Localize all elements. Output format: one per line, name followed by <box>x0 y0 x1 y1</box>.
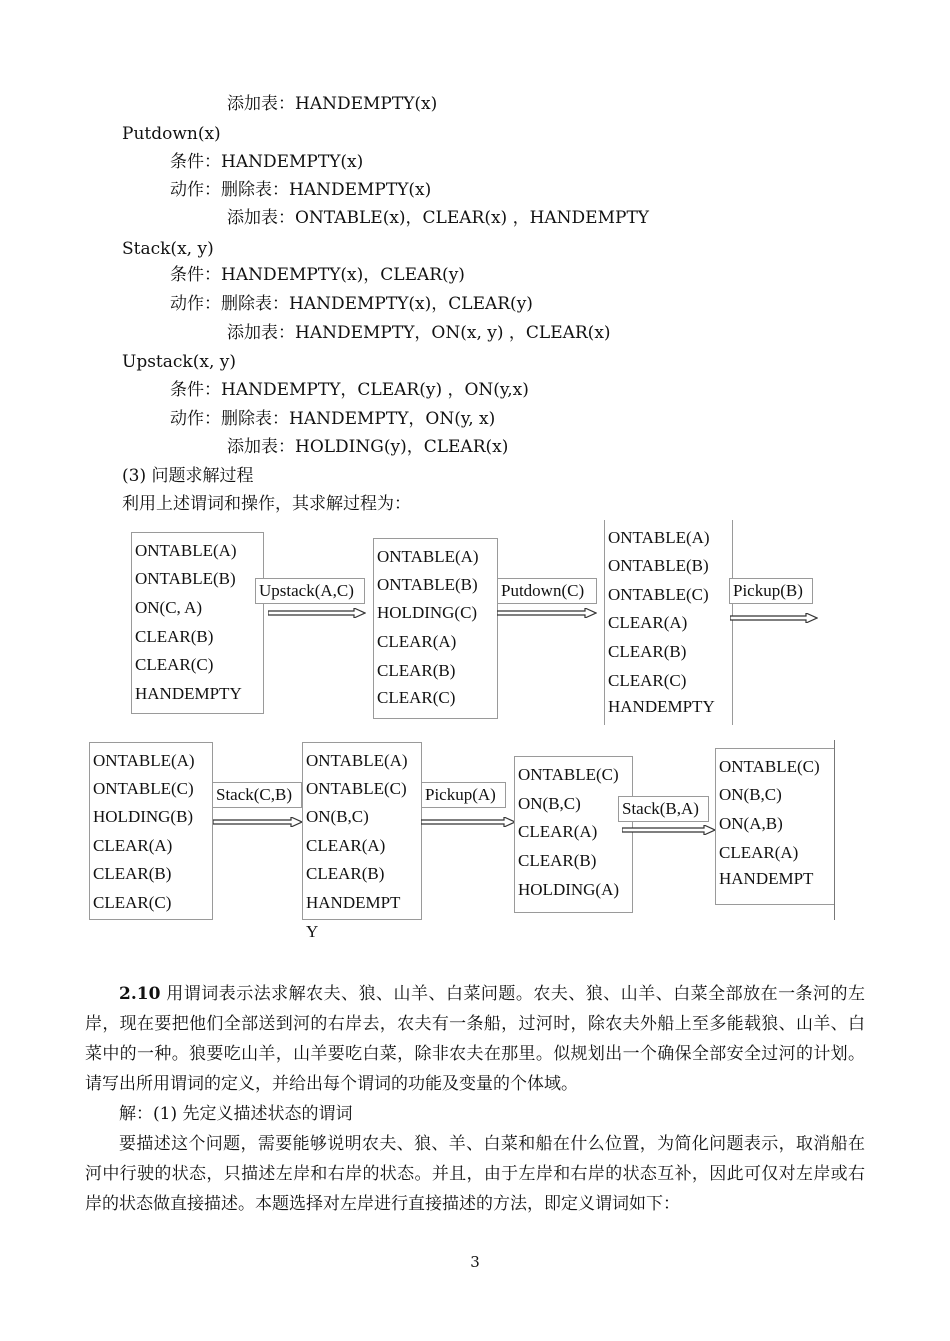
add-list-line: 添加表：HANDEMPTY，ON(x, y) ，CLEAR(x) <box>227 323 611 343</box>
action-delete-line: 动作：删除表：HANDEMPTY，ON(y, x) <box>170 409 496 429</box>
state-box-7 <box>715 748 835 905</box>
intro-line: 利用上述谓词和操作，其求解过程为： <box>122 494 411 514</box>
predicate: CLEAR(B) <box>608 642 687 661</box>
predicate: ONTABLE(A) <box>93 751 195 770</box>
state-box-5 <box>302 742 422 920</box>
action-label-stack: Stack(B,A) <box>618 796 709 822</box>
problem-number: 2.10 <box>119 984 161 1004</box>
predicate: ONTABLE(C) <box>719 757 820 776</box>
transition-arrow <box>213 817 303 827</box>
action-delete-line: 动作：删除表：HANDEMPTY(x) <box>170 180 432 200</box>
predicate: CLEAR(B) <box>135 627 214 646</box>
predicate: ONTABLE(B) <box>377 575 478 594</box>
predicate: HANDEMPTY <box>608 697 715 716</box>
predicate: ONTABLE(A) <box>306 751 408 770</box>
predicate: ON(B,C) <box>306 807 369 826</box>
transition-arrow <box>268 608 366 618</box>
predicate: HOLDING(B) <box>93 807 194 826</box>
predicate: CLEAR(C) <box>135 655 214 674</box>
action-label-pickup: Pickup(B) <box>729 578 813 604</box>
predicate: CLEAR(C) <box>93 893 172 912</box>
section-heading-solving-process: (3) 问题求解过程 <box>122 466 254 486</box>
condition-line: 条件：HANDEMPTY，CLEAR(y) ，ON(y,x) <box>170 380 529 400</box>
predicate: ON(B,C) <box>719 785 782 804</box>
predicate: CLEAR(A) <box>719 843 799 862</box>
action-label-putdown: Putdown(C) <box>497 578 597 604</box>
predicate: CLEAR(A) <box>518 822 598 841</box>
operator-name-stack: Stack(x, y) <box>122 239 214 259</box>
action-label-upstack: Upstack(A,C) <box>255 578 365 604</box>
predicate: ONTABLE(A) <box>135 541 237 560</box>
predicate: ONTABLE(C) <box>93 779 194 798</box>
predicate: ONTABLE(C) <box>518 765 619 784</box>
predicate: CLEAR(B) <box>377 661 456 680</box>
state-box-1 <box>131 532 264 714</box>
predicate: CLEAR(A) <box>377 632 457 651</box>
problem-statement <box>85 979 865 1219</box>
predicate: ON(A,B) <box>719 814 783 833</box>
predicate: CLEAR(A) <box>608 613 688 632</box>
transition-arrow <box>421 817 516 827</box>
transition-arrow <box>622 825 716 835</box>
operator-name-upstack: Upstack(x, y) <box>122 352 236 372</box>
predicate: CLEAR(C) <box>377 688 456 707</box>
solution-heading: 解：(1) 先定义描述状态的谓词 <box>119 1104 353 1124</box>
predicate: ONTABLE(B) <box>608 556 709 575</box>
predicate: HOLDING(A) <box>518 880 620 899</box>
box-border-right <box>834 740 835 920</box>
predicate: ON(C, A) <box>135 598 203 617</box>
predicate: ONTABLE(A) <box>377 547 479 566</box>
add-list-line: 添加表：HANDEMPTY(x) <box>227 94 438 114</box>
problem-text: 用谓词表示法求解农夫、狼、山羊、白菜问题。农夫、狼、山羊、白菜全部放在一条河的左岸，现在要把他们全部送到河的右岸去，农夫有一条船，过河时，除农夫外船上至多能载狼、山羊、白菜中的一种。狼要吃山羊，山羊要吃白菜，除非农夫在那里。似规划出一个确保全部安全过河的计划。请写出所用谓词的定义，并给出每个谓词的功能及变量的个体域。 <box>85 984 865 1094</box>
action-label-stack: Stack(C,B) <box>212 782 302 808</box>
predicate: HANDEMPT <box>306 893 401 912</box>
predicate: CLEAR(C) <box>608 671 687 690</box>
predicate: ON(B,C) <box>518 794 581 813</box>
predicate: CLEAR(B) <box>518 851 597 870</box>
state-box-3 <box>604 520 733 725</box>
predicate: CLEAR(B) <box>93 864 172 883</box>
predicate: CLEAR(B) <box>306 864 385 883</box>
page-number: 3 <box>470 1253 480 1271</box>
predicate: HOLDING(C) <box>377 603 478 622</box>
predicate: ONTABLE(A) <box>608 528 710 547</box>
predicate: ONTABLE(C) <box>306 779 407 798</box>
condition-line: 条件：HANDEMPTY(x) <box>170 152 364 172</box>
action-label-pickup: Pickup(A) <box>421 782 506 808</box>
condition-line: 条件：HANDEMPTY(x)，CLEAR(y) <box>170 265 465 285</box>
state-box-4 <box>89 742 213 920</box>
state-box-6 <box>514 756 633 913</box>
wrapped-predicate-tail: Y <box>306 922 319 941</box>
add-list-line: 添加表：ONTABLE(x)，CLEAR(x) ，HANDEMPTY <box>227 208 650 228</box>
operator-name-putdown: Putdown(x) <box>122 124 221 144</box>
add-list-line: 添加表：HOLDING(y)，CLEAR(x) <box>227 437 509 457</box>
state-box-2 <box>373 538 498 719</box>
predicate: CLEAR(A) <box>306 836 386 855</box>
transition-arrow <box>730 613 818 623</box>
predicate: HANDEMPTY <box>135 684 242 703</box>
predicate: ONTABLE(C) <box>608 585 709 604</box>
solution-paragraph: 要描述这个问题，需要能够说明农夫、狼、羊、白菜和船在什么位置，为简化问题表示，取消船在河中行驶的状态，只描述左岸和右岸的状态。并且，由于左岸和右岸的状态互补，因此可仅对左岸或右岸的状态做直接描述。本题选择对左岸进行直接描述的方法，即定义谓词如下： <box>85 1134 865 1214</box>
transition-arrow <box>497 608 597 618</box>
action-delete-line: 动作：删除表：HANDEMPTY(x)，CLEAR(y) <box>170 294 533 314</box>
predicate: ONTABLE(B) <box>135 569 236 588</box>
predicate: CLEAR(A) <box>93 836 173 855</box>
predicate: HANDEMPT <box>719 869 814 888</box>
